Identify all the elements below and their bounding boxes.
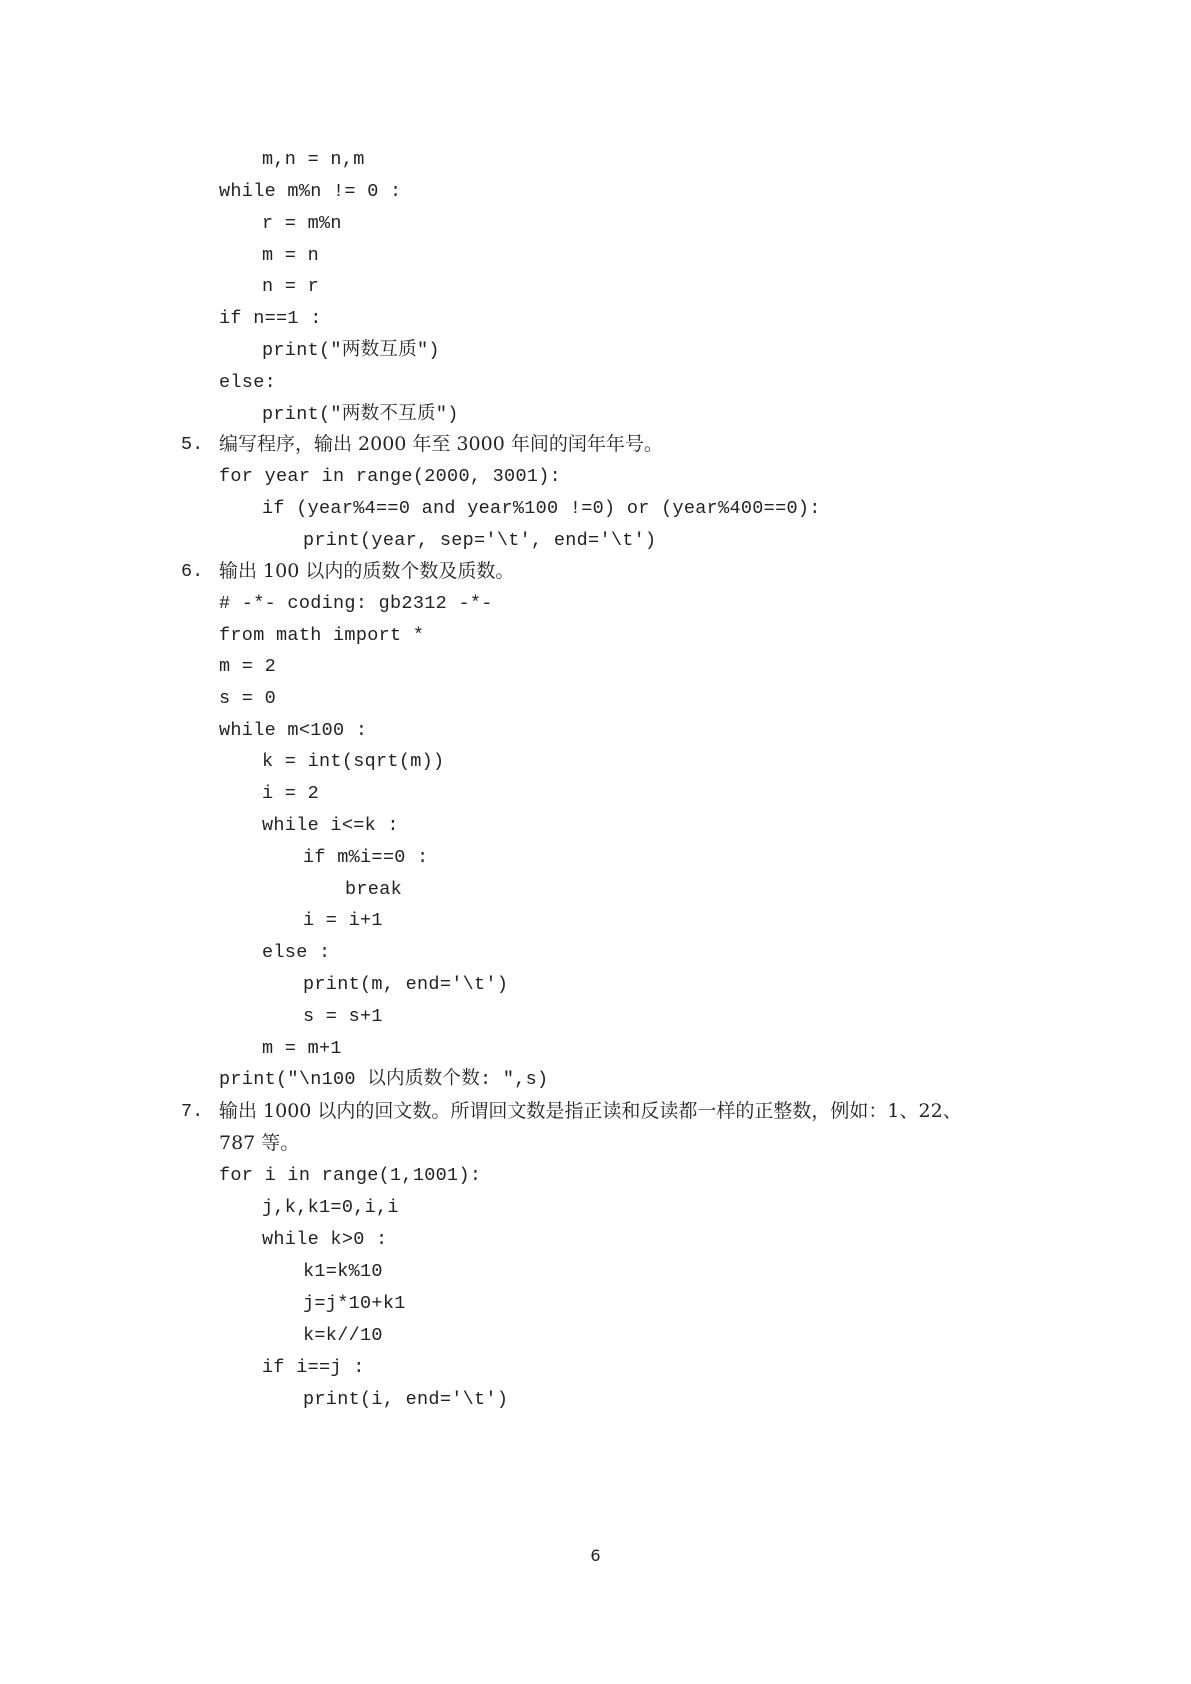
code-line: print(i, end='\t') [303, 1389, 509, 1410]
question-number: 6. [181, 561, 204, 582]
code-line: m,n = n,m [262, 149, 365, 170]
code-line: if m%i==0 : [303, 847, 429, 868]
page-number: 6 [590, 1546, 601, 1565]
code-line: i = i+1 [303, 910, 383, 931]
code-line: while m<100 : [219, 720, 368, 741]
code-line: print("两数不互质") [262, 404, 459, 425]
code-line: if i==j : [262, 1357, 365, 1378]
code-line: print("\n100 以内质数个数: ",s) [219, 1069, 549, 1090]
code-line: s = 0 [219, 688, 277, 709]
code-line: while k>0 : [262, 1229, 388, 1250]
question-text-continued: 787 等。 [219, 1132, 300, 1154]
code-line: i = 2 [262, 783, 320, 804]
code-line: while i<=k : [262, 815, 399, 836]
code-line: s = s+1 [303, 1006, 383, 1027]
question-number: 5. [181, 434, 204, 455]
code-line: k=k//10 [303, 1325, 383, 1346]
code-line: from math import * [219, 625, 425, 646]
code-line: if (year%4==0 and year%100 !=0) or (year%400==0): [262, 498, 821, 519]
code-line: k = int(sqrt(m)) [262, 751, 445, 772]
code-line: for year in range(2000, 3001): [219, 466, 562, 487]
code-line: print("两数互质") [262, 340, 440, 361]
code-line: n = r [262, 276, 320, 297]
code-line: j,k,k1=0,i,i [262, 1197, 399, 1218]
code-line: print(year, sep='\t', end='\t') [303, 530, 657, 551]
question-text: 输出 1000 以内的回文数。所谓回文数是指正读和反读都一样的正整数，例如：1、22、 [219, 1100, 962, 1122]
code-line: k1=k%10 [303, 1261, 383, 1282]
code-line: else: [219, 372, 277, 393]
question-text: 输出 100 以内的质数个数及质数。 [219, 560, 515, 582]
question-number: 7. [181, 1101, 204, 1122]
code-line: m = n [262, 245, 320, 266]
code-line: print(m, end='\t') [303, 974, 509, 995]
code-line: if n==1 : [219, 308, 322, 329]
code-line: m = m+1 [262, 1038, 342, 1059]
code-line: j=j*10+k1 [303, 1293, 406, 1314]
question-text: 编写程序，输出 2000 年至 3000 年间的闰年年号。 [219, 433, 663, 455]
code-line: for i in range(1,1001): [219, 1165, 482, 1186]
code-line: else : [262, 942, 331, 963]
code-line: m = 2 [219, 656, 277, 677]
code-line: # -*- coding: gb2312 -*- [219, 593, 493, 614]
code-line: while m%n != 0 : [219, 181, 402, 202]
code-line: break [345, 879, 403, 900]
code-line: r = m%n [262, 213, 342, 234]
